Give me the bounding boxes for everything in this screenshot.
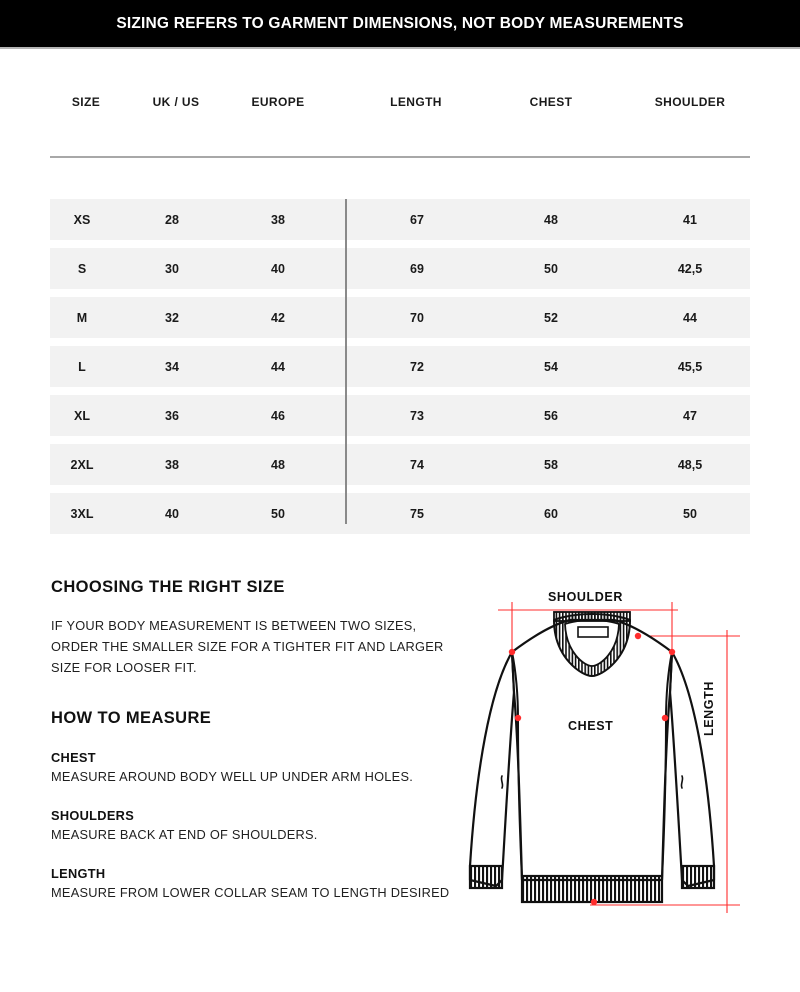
table-body [50, 199, 750, 542]
cell-uk-us: 32 [165, 310, 179, 325]
choosing-size-body: IF YOUR BODY MEASUREMENT IS BETWEEN TWO SIZES, ORDER THE SMALLER SIZE FOR A TIGHTER FIT AND LARGER SIZE FOR LOOSER FIT. [51, 618, 444, 675]
cell-length: 72 [410, 359, 424, 374]
sweater-diagram [450, 580, 790, 940]
cell-chest: 60 [544, 506, 558, 521]
measure-body-shoulders: MEASURE BACK AT END OF SHOULDERS. [51, 827, 318, 842]
column-header-europe: EUROPE [251, 95, 305, 109]
cell-length: 70 [410, 310, 424, 325]
table-row [50, 297, 750, 338]
cell-size: L [78, 359, 86, 374]
how-to-measure-heading: HOW TO MEASURE [51, 709, 212, 727]
table-column-headers [50, 95, 750, 117]
right-cuff-ribbing [682, 866, 714, 888]
cell-uk-us: 36 [165, 408, 179, 423]
cell-europe: 38 [271, 212, 285, 227]
cell-size: XS [73, 212, 91, 227]
diagram-label-length: LENGTH [702, 681, 716, 736]
cell-europe: 40 [271, 261, 285, 276]
measure-item-length [51, 866, 451, 902]
cell-size: S [77, 261, 87, 276]
cell-uk-us: 40 [165, 506, 179, 521]
left-cuff-ribbing [470, 866, 502, 888]
cell-shoulder: 44 [683, 310, 697, 325]
banner-title: SIZING REFERS TO GARMENT DIMENSIONS, NOT BODY MEASUREMENTS [116, 14, 684, 32]
cell-size: XL [74, 408, 90, 423]
table-row [50, 346, 750, 387]
diagram-label-chest: CHEST [568, 719, 614, 733]
cell-length: 67 [410, 212, 424, 227]
diagram-label-shoulder: SHOULDER [548, 590, 623, 604]
measure-item-chest [51, 750, 451, 786]
table-vertical-divider [345, 199, 347, 524]
cell-chest: 50 [544, 261, 558, 276]
hem-ribbing [522, 876, 662, 902]
cell-uk-us: 30 [165, 261, 179, 276]
cell-europe: 42 [271, 310, 285, 325]
banner-underline [0, 47, 800, 49]
cell-shoulder: 47 [683, 408, 697, 423]
cell-size: M [76, 310, 88, 325]
column-header-uk-us: UK / US [152, 95, 200, 109]
cell-chest: 48 [544, 212, 558, 227]
measure-body-chest: MEASURE AROUND BODY WELL UP UNDER ARM HOLES. [51, 769, 414, 784]
measure-body-length: MEASURE FROM LOWER COLLAR SEAM TO LENGTH DESIRED [51, 885, 450, 900]
guide-text-column [51, 578, 451, 902]
measure-title-chest: CHEST [51, 750, 96, 765]
cell-shoulder: 48,5 [677, 457, 703, 472]
cell-length: 74 [410, 457, 424, 472]
measure-item-shoulders [51, 808, 451, 844]
choosing-size-heading: CHOOSING THE RIGHT SIZE [51, 578, 285, 596]
cell-chest: 58 [544, 457, 558, 472]
cell-size: 2XL [70, 457, 94, 472]
cell-length: 73 [410, 408, 424, 423]
cell-shoulder: 45,5 [677, 359, 703, 374]
cell-shoulder: 50 [683, 506, 697, 521]
cell-uk-us: 38 [165, 457, 179, 472]
header-banner [0, 0, 800, 47]
cell-europe: 44 [271, 359, 285, 374]
cell-length: 75 [410, 506, 424, 521]
cell-uk-us: 28 [165, 212, 179, 227]
table-header-rule [50, 156, 750, 158]
table-row [50, 248, 750, 289]
cell-uk-us: 34 [165, 359, 179, 374]
cell-shoulder: 41 [683, 212, 697, 227]
cell-chest: 52 [544, 310, 558, 325]
table-row [50, 444, 750, 485]
cell-shoulder: 42,5 [677, 261, 703, 276]
cell-europe: 48 [271, 457, 285, 472]
cell-size: 3XL [70, 506, 94, 521]
column-header-length: LENGTH [390, 95, 442, 109]
collar-label [578, 627, 608, 637]
cell-europe: 50 [271, 506, 285, 521]
cell-chest: 56 [544, 408, 558, 423]
column-header-size: SIZE [71, 95, 101, 109]
cell-europe: 46 [271, 408, 285, 423]
table-row [50, 493, 750, 534]
table-row [50, 395, 750, 436]
column-header-shoulder: SHOULDER [654, 95, 726, 109]
measure-title-shoulders: SHOULDERS [51, 808, 135, 823]
table-row [50, 199, 750, 240]
column-header-chest: CHEST [529, 95, 573, 109]
cell-length: 69 [410, 261, 424, 276]
cell-chest: 54 [544, 359, 558, 374]
measure-title-length: LENGTH [51, 866, 106, 881]
